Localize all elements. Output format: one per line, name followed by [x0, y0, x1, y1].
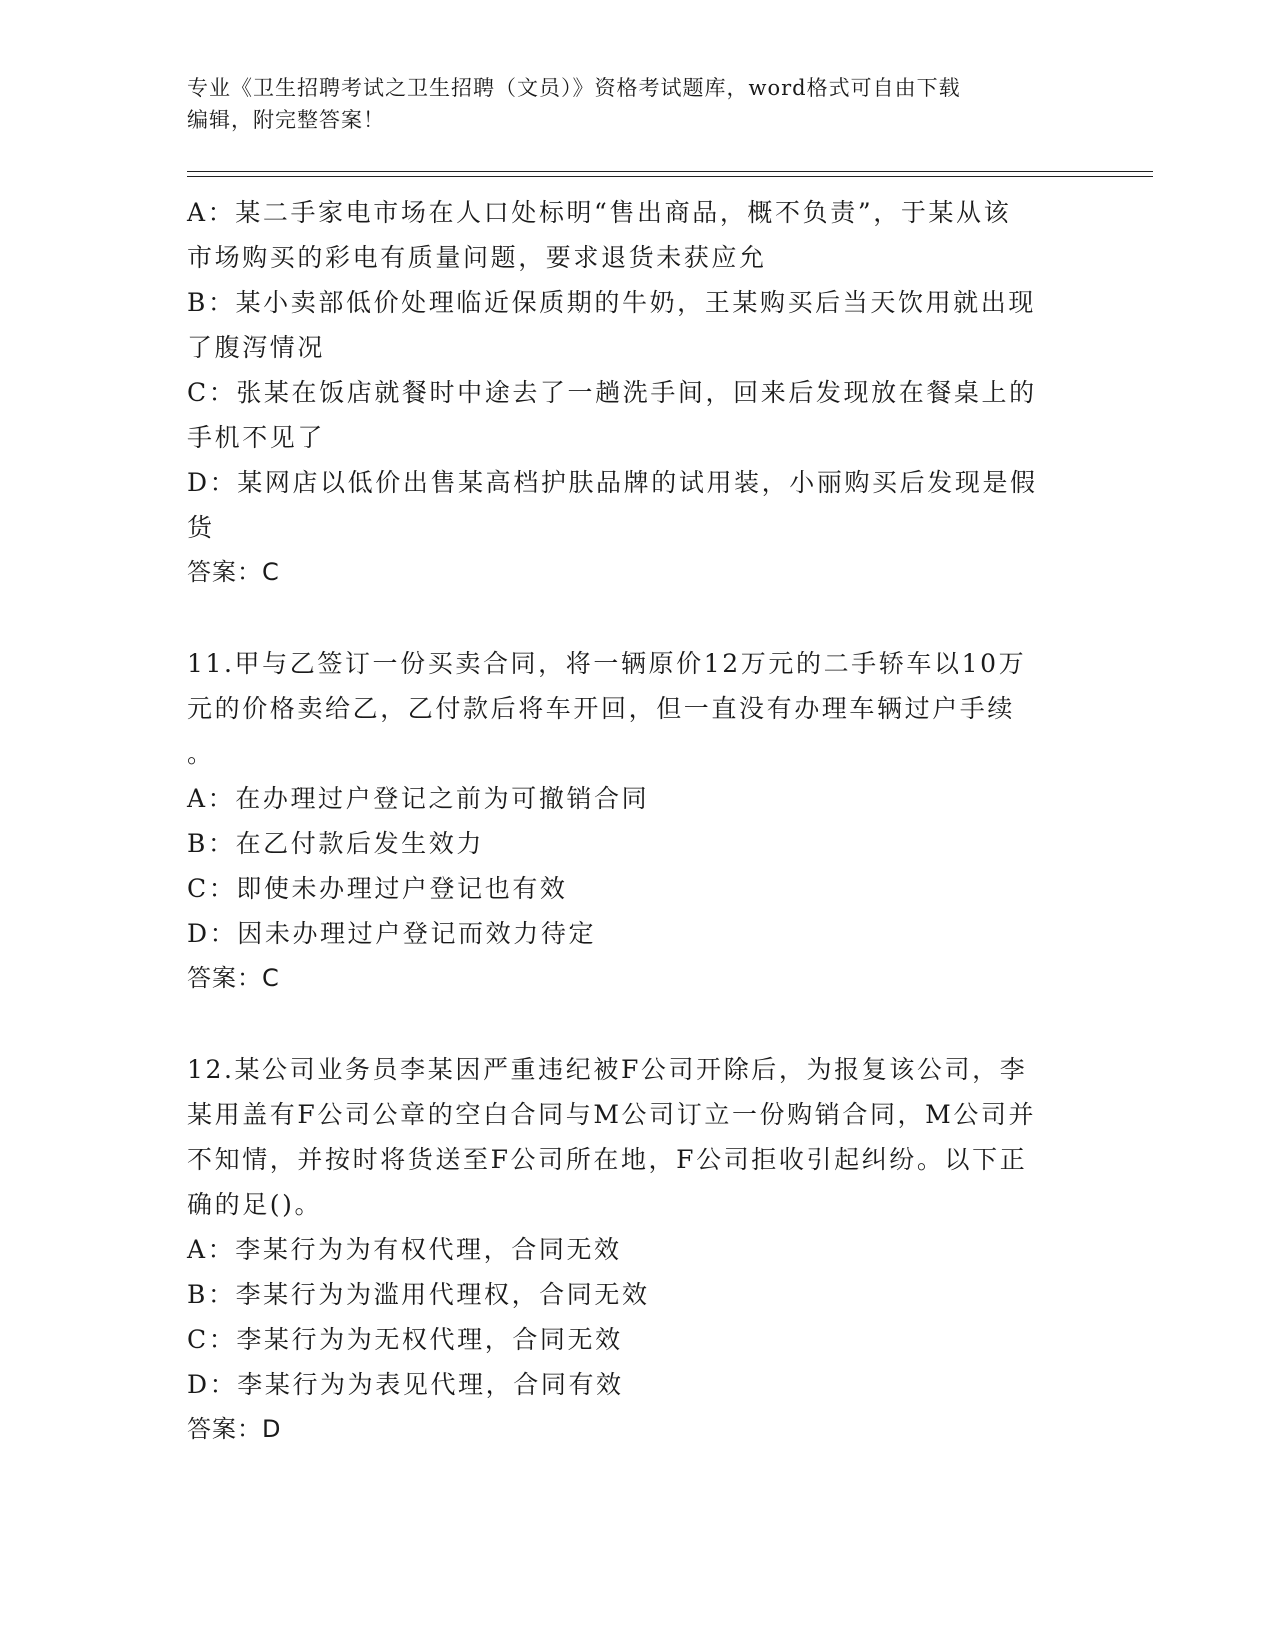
document-header	[187, 72, 1087, 136]
option-text-line: D：因未办理过户登记而效力待定	[187, 919, 597, 948]
answer-option	[187, 821, 1087, 866]
question-list	[187, 190, 1087, 1452]
question-text-line: 。	[187, 739, 215, 768]
question-text-line: 12.某公司业务员李某因严重违纪被F公司开除后，为报复该公司，李	[187, 1055, 1028, 1084]
option-text-line: 货	[187, 513, 215, 542]
answer-option	[187, 1227, 1087, 1272]
option-text-line: 手机不见了	[187, 423, 326, 452]
header-line-1: 专业《卫生招聘考试之卫生招聘（文员）》资格考试题库，word格式可自由下载	[187, 76, 961, 100]
option-text-line: B：某小卖部低价处理临近保质期的牛奶，王某购买后当天饮用就出现	[187, 288, 1036, 317]
question-text-line: 元的价格卖给乙，乙付款后将车开回，但一直没有办理车辆过户手续	[187, 694, 1016, 723]
answer-option	[187, 866, 1087, 911]
option-text-line: B：在乙付款后发生效力	[187, 829, 484, 858]
question-text-line: 确的足()。	[187, 1190, 323, 1219]
header-line-2: 编辑，附完整答案！	[187, 108, 385, 132]
answer-option	[187, 460, 1087, 550]
option-text-line: 了腹泻情况	[187, 333, 326, 362]
question-block	[187, 190, 1087, 595]
answer-option	[187, 370, 1087, 460]
question-block	[187, 1047, 1087, 1452]
block-spacer	[187, 595, 1087, 641]
option-text-line: C：即使未办理过户登记也有效	[187, 874, 568, 903]
option-text-line: B：李某行为为滥用代理权，合同无效	[187, 1280, 650, 1309]
answer-option	[187, 1362, 1087, 1407]
answer-option	[187, 911, 1087, 956]
answer-option	[187, 1272, 1087, 1317]
answer-key: 答案：C	[187, 558, 280, 586]
option-text-line: D：某网店以低价出售某高档护肤品牌的试用装，小丽购买后发现是假	[187, 468, 1038, 497]
option-text-line: C：张某在饭店就餐时中途去了一趟洗手间，回来后发现放在餐桌上的	[187, 378, 1037, 407]
answer-option	[187, 776, 1087, 821]
option-text-line: A：在办理过户登记之前为可撤销合同	[187, 784, 650, 813]
header-divider-bottom	[187, 176, 1153, 177]
answer-option	[187, 280, 1087, 370]
question-text-line: 11.甲与乙签订一份买卖合同，将一辆原价12万元的二手轿车以10万	[187, 649, 1027, 678]
answer-key: 答案：D	[187, 1415, 282, 1443]
option-text-line: A：李某行为为有权代理，合同无效	[187, 1235, 622, 1264]
question-block	[187, 641, 1087, 1001]
answer-option	[187, 190, 1087, 280]
option-text-line: D：李某行为为表见代理，合同有效	[187, 1370, 624, 1399]
block-spacer	[187, 1001, 1087, 1047]
option-text-line: 市场购买的彩电有质量问题，要求退货未获应允	[187, 243, 767, 272]
question-text-line: 某用盖有F公司公章的空白合同与M公司订立一份购销合同，M公司并	[187, 1100, 1037, 1129]
answer-option	[187, 1317, 1087, 1362]
header-divider-top	[187, 171, 1153, 172]
option-text-line: C：李某行为为无权代理，合同无效	[187, 1325, 623, 1354]
answer-key: 答案：C	[187, 964, 280, 992]
question-text-line: 不知情，并按时将货送至F公司所在地，F公司拒收引起纠纷。以下正	[187, 1145, 1028, 1174]
option-text-line: A：某二手家电市场在人口处标明“售出商品，概不负责”，于某从该	[187, 198, 1012, 227]
